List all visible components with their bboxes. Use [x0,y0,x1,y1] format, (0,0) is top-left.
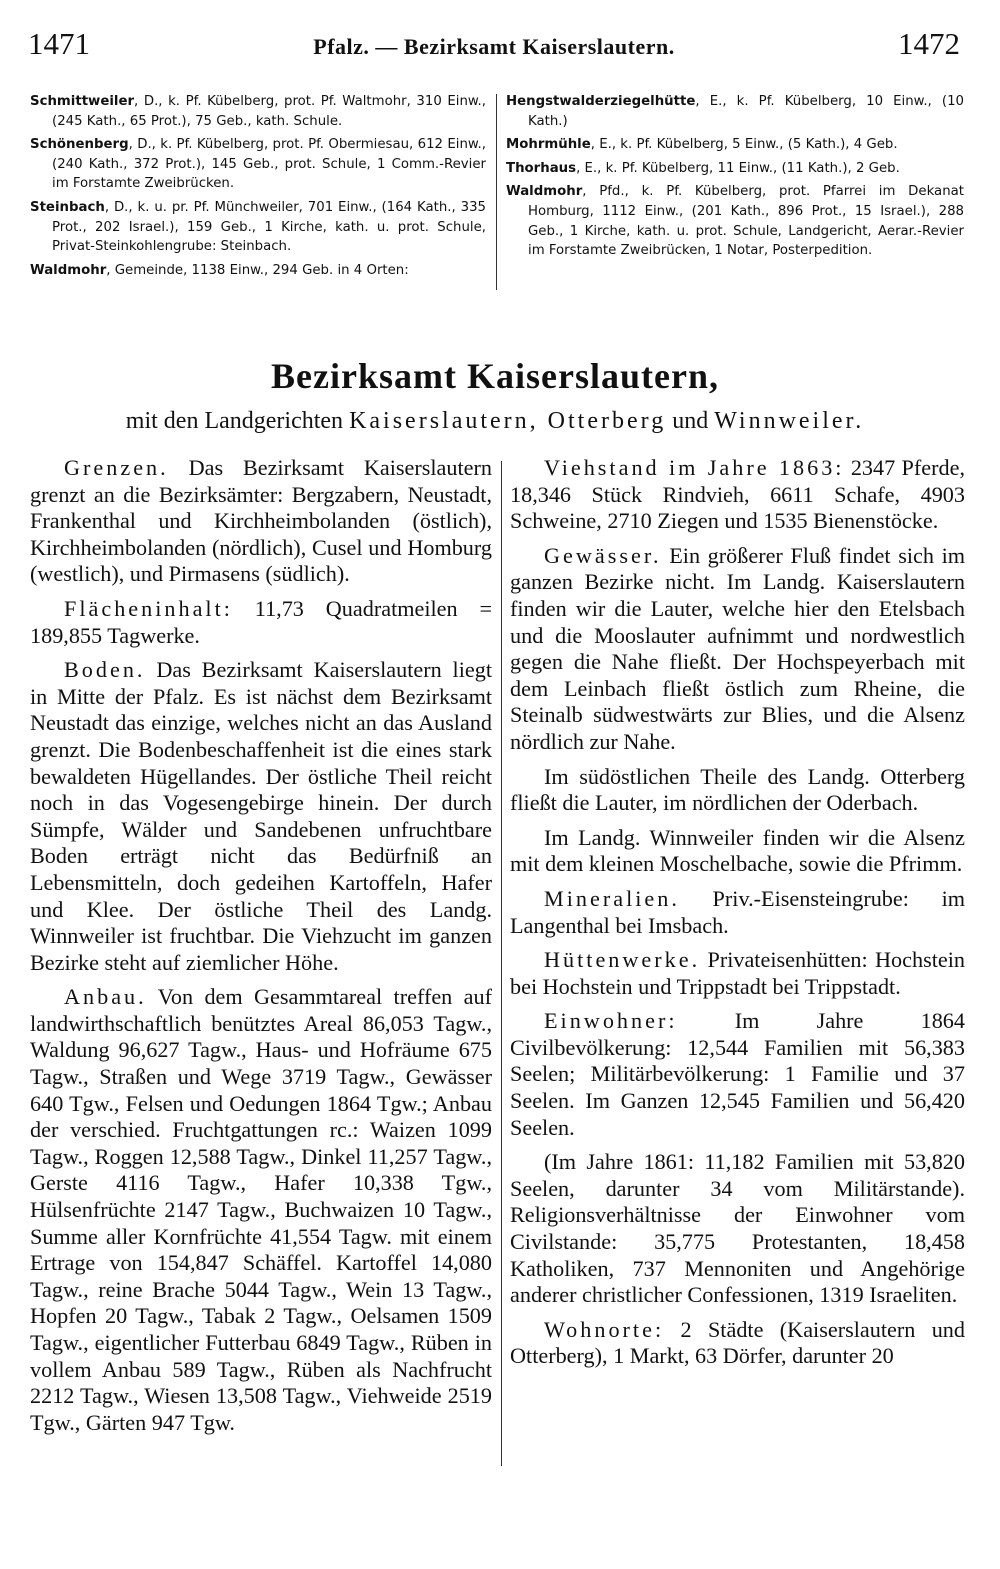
para-text: Ein größerer Fluß findet sich im ganzen Bezirke nicht. Im Landg. Kaiserslautern finden wir die Lauter, welche hier den Etelsbach und die Mooslauter aufnimmt und nordwestlich gegen die Nahe fließt. Der Hochspeyerbach mit dem Leinbach fließt östlich zum Rheine, die Steinalb südwestwärts zur Blies, und die Alsenz nördlich zur Nahe. [510,542,965,754]
entry [506,159,964,179]
paragraph-grenzen [30,455,492,588]
section-title: Bezirksamt Kaiserslautern, [271,356,719,396]
paragraph-anbau [30,984,492,1436]
paragraph-huettenwerke [510,947,965,1000]
entry-text: , D., k. Pf. Kübelberg, prot. Pf. Waltmohr, 310 Einw., (245 Kath., 65 Prot.), 75 Geb., kath. Schule. [52,94,486,129]
entry-text: , E., k. Pf. Kübelberg, 11 Einw., (11 Kath.), 2 Geb. [576,160,900,176]
paragraph-einwohner [510,1008,965,1141]
para-text: Im Landg. Winnweiler finden wir die Alsenz mit dem kleinen Moschelbache, sowie die Pfrimm. [510,824,965,877]
entry [506,182,964,260]
para-lead: Anbau. [64,984,147,1010]
entry-text: , D., k. Pf. Kübelberg, prot. Pf. Obermiesau, 612 Einw., (240 Kath., 372 Prot.), 145 Geb., prot. Schule, 1 Comm.-Revier im Forstamte Zweibrücken. [52,137,486,192]
section-subtitle [0,408,990,435]
paragraph-winnweiler [510,825,965,878]
subtitle-and: und [672,408,709,434]
para-text: Priv.-Eisensteingrube: im Langenthal bei Imsbach. [510,885,965,938]
para-text: Im südöstlichen Theile des Landg. Otterberg fließt die Lauter, im nördlichen der Oderbach. [510,763,965,816]
para-lead: Mineralien. [544,885,680,911]
entry-text: , E., k. Pf. Kübelberg, 10 Einw., (10 Kath.) [528,94,964,129]
entry-text: , D., k. u. pr. Pf. Münchweiler, 701 Einw., (164 Kath., 335 Prot., 202 Israel.), 159 Geb., 1 Kirche, kath. u. prot. Schule, Privat-Steinkohlengrube: Steinbach. [52,199,486,255]
paragraph-jahr-1861 [510,1149,965,1309]
entry [506,135,964,155]
para-lead: Wohnorte: [544,1316,665,1342]
entry-name: Hengstwalderziegelhütte [506,94,696,109]
para-text: 11,73 Quadratmeilen = 189,855 Tagwerke. [30,595,492,648]
para-text: 2 Städte (Kaiserslautern und Otterberg), 1 Markt, 63 Dörfer, darunter 20 [510,1316,965,1369]
para-text: Das Bezirksamt Kaiserslautern liegt in Mitte der Pfalz. Es ist nächst dem Bezirksamt Neustadt das einzige, welches nicht an das Ausland grenzt. Die Bodenbeschaffenheit ist die eines stark bewaldeten Hügellandes. Der östliche Theil reicht noch in das Vogesengebirge hinein. Der durch Sümpfe, Wälder und Sandebenen unfruchtbare Boden erträgt nicht das Bedürfniß an Lebensmitteln, doch gedeihen Kartoffeln, Hafer und Klee. Der östliche Theil des Landg. Winnweiler ist fruchtbar. Die Viehzucht im ganzen Bezirke steht auf ziemlicher Höhe. [30,657,492,975]
paragraph-flaecheninhalt [30,596,492,649]
page-number-right: 1472 [898,26,960,61]
subtitle-prefix: mit den Landgerichten [125,408,344,434]
entry [30,135,486,194]
entry-name: Thorhaus [506,160,577,176]
entry-name: Mohrmühle [506,137,591,153]
para-text: Von dem Gesammtareal treffen auf landwirthschaftlich benütztes Areal 86,053 Tagw., Waldung 96,627 Tagw., Haus- und Hofräume 675 Tagw., Straßen und Wege 3719 Tagw., Gewässer 640 Tgw., Felsen und Oedungen 1864 Tgw.; Anbau der verschied. Fruchtgattungen rc.: Waizen 1099 Tagw., Roggen 12,588 Tagw., Dinkel 11,257 Tagw., Gerste 4116 Tagw., Hafer 10,338 Tgw., Hülsenfrüchte 2147 Tagw., Buchwaizen 10 Tagw., Summe aller Kornfrüchte 41,554 Tagw. mit einem Ertrage von 154,847 Schäffel. Kartoffel 14,080 Tagw., reine Brache 5044 Tagw., Wein 13 Tagw., Hopfen 20 Tagw., Tabak 2 Tagw., Oelsamen 1509 Tagw., eigentlicher Futterbau 6849 Tagw., Rüben in vollem Anbau 589 Tagw., Rüben als Nachfrucht 2212 Tagw., Wiesen 13,508 Tagw., Viehweide 2519 Tgw., Gärten 947 Tgw. [30,984,492,1435]
para-lead: Grenzen. [64,455,169,480]
page-header [28,26,960,70]
para-lead: Hüttenwerke. [544,947,701,973]
entry [30,92,486,131]
entry-name: Waldmohr [30,262,107,278]
left-text-column [30,455,492,1444]
page-number-left: 1471 [28,26,90,61]
entry-text: , Pfd., k. Pf. Kübelberg, prot. Pfarrei im Dekanat Homburg, 1112 Einw., (201 Kath., 896 Prot., 15 Israel.), 288 Geb., 1 Kirche, kath. u. prot. Schule, Landgericht, Aerar.-Revier im Forstamte Zweibrücken, 1 Notar, Posterpedition. [528,184,964,259]
para-text: Privateisenhütten: Hochstein bei Hochstein und Trippstadt bei Trippstadt. [510,947,965,999]
entry-name: Steinbach [30,199,105,215]
paragraph-mineralien [510,886,965,939]
para-lead: Flächeninhalt: [64,595,233,621]
entry-name: Schönenberg [30,137,129,153]
top-left-column [30,92,486,284]
entry [30,261,486,281]
para-lead: Gewässer. [544,542,662,568]
subtitle-names: Kaiserslautern, Otterberg [349,408,667,434]
paragraph-gewaesser [510,543,965,756]
column-divider [501,461,502,1466]
paragraph-boden [30,657,492,976]
para-text: Im Jahre 1864 Civilbevölkerung: 12,544 Familien mit 56,383 Seelen; Militärbevölkerung: 1 Familie und 37 Seelen. Im Ganzen 12,545 Familien und 56,420 Seelen. [510,1008,965,1140]
entry-name: Schmittweiler [30,94,135,109]
paragraph-viehstand [510,455,965,535]
paragraph-otterberg [510,764,965,817]
running-title: Pfalz. — Bezirksamt Kaiserslautern. [313,34,675,59]
para-text: 2347 Pferde, 18,346 Stück Rindvieh, 6611 Schafe, 4903 Schweine, 2710 Ziegen und 1535 Bienenstöcke. [510,455,965,534]
para-lead: Boden. [64,657,146,683]
para-lead: Einwohner: [544,1008,678,1034]
top-columns [30,92,965,302]
para-text: (Im Jahre 1861: 11,182 Familien mit 53,820 Seelen, darunter 34 vom Militärstande). Religionsverhältnisse der Einwohner vom Civilstande: 35,775 Protestanten, 18,458 Katholiken, 737 Mennoniten und Angehörige anderer christlicher Confessionen, 1319 Israeliten. [510,1149,965,1308]
top-right-column [506,92,964,265]
right-text-column [510,455,965,1378]
entry [506,92,964,131]
para-text: Das Bezirksamt Kaiserslautern grenzt an die Bezirksämter: Bergzabern, Neustadt, Frankenthal und Kirchheimbolanden (östlich), Kirchheimbolanden (nördlich), Cusel und Homburg (westlich), und Pirmasens (südlich). [30,455,492,587]
entry-text: , E., k. Pf. Kübelberg, 5 Einw., (5 Kath.), 4 Geb. [590,137,898,153]
entry-name: Waldmohr [506,184,583,200]
entry-text: , Gemeinde, 1138 Einw., 294 Geb. in 4 Orten: [106,262,409,278]
subtitle-last: Winnweiler. [714,408,865,434]
main-body [30,455,965,1555]
column-divider [496,94,497,290]
para-lead: Viehstand im Jahre 1863: [544,455,845,480]
entry [30,198,486,257]
paragraph-wohnorte [510,1317,965,1370]
